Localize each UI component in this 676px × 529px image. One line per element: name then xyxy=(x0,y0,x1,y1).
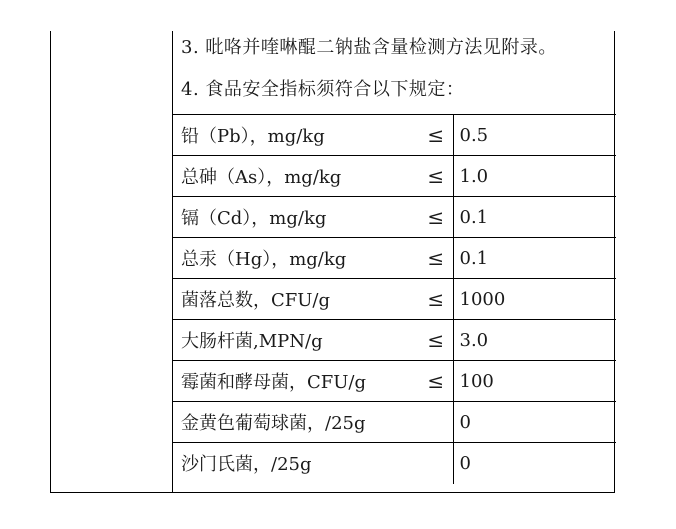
limit-value: 0 xyxy=(453,443,616,484)
table-row xyxy=(173,115,616,156)
left-column xyxy=(51,31,173,492)
table-row xyxy=(173,443,616,484)
limit-name: 金黄色葡萄球菌，/25g xyxy=(173,402,419,443)
table-row xyxy=(173,279,616,320)
safety-limits-table xyxy=(173,114,616,484)
limit-name: 总汞（Hg），mg/kg xyxy=(173,238,419,279)
limit-value: 3.0 xyxy=(453,320,616,361)
limit-name: 沙门氏菌，/25g xyxy=(173,443,419,484)
limit-operator: ≤ xyxy=(419,115,453,156)
limit-operator: ≤ xyxy=(419,156,453,197)
limit-operator: ≤ xyxy=(419,361,453,402)
table-row xyxy=(173,402,616,443)
spec-table xyxy=(50,31,615,493)
limit-operator: ≤ xyxy=(419,320,453,361)
limit-value: 0.1 xyxy=(453,197,616,238)
limit-name: 镉（Cd），mg/kg xyxy=(173,197,419,238)
limit-value: 1000 xyxy=(453,279,616,320)
table-row xyxy=(173,156,616,197)
limit-value: 1.0 xyxy=(453,156,616,197)
limit-name: 大肠杆菌,MPN/g xyxy=(173,320,419,361)
limit-operator: ≤ xyxy=(419,238,453,279)
limit-name: 霉菌和酵母菌，CFU/g xyxy=(173,361,419,402)
limit-name: 总砷（As），mg/kg xyxy=(173,156,419,197)
limit-value: 100 xyxy=(453,361,616,402)
limit-operator: ≤ xyxy=(419,197,453,238)
limit-operator xyxy=(419,443,453,484)
right-column xyxy=(173,31,614,492)
table-row xyxy=(173,197,616,238)
table-row xyxy=(173,361,616,402)
limit-value: 0 xyxy=(453,402,616,443)
note-3: 3. 吡咯并喹啉醌二钠盐含量检测方法见附录。 xyxy=(181,37,557,58)
note-4: 4. 食品安全指标须符合以下规定： xyxy=(181,79,465,100)
limit-value: 0.5 xyxy=(453,115,616,156)
limit-name: 菌落总数，CFU/g xyxy=(173,279,419,320)
limit-operator: ≤ xyxy=(419,279,453,320)
table-row xyxy=(173,238,616,279)
table-row xyxy=(173,320,616,361)
limit-name: 铅（Pb），mg/kg xyxy=(173,115,419,156)
limit-value: 0.1 xyxy=(453,238,616,279)
limit-operator xyxy=(419,402,453,443)
